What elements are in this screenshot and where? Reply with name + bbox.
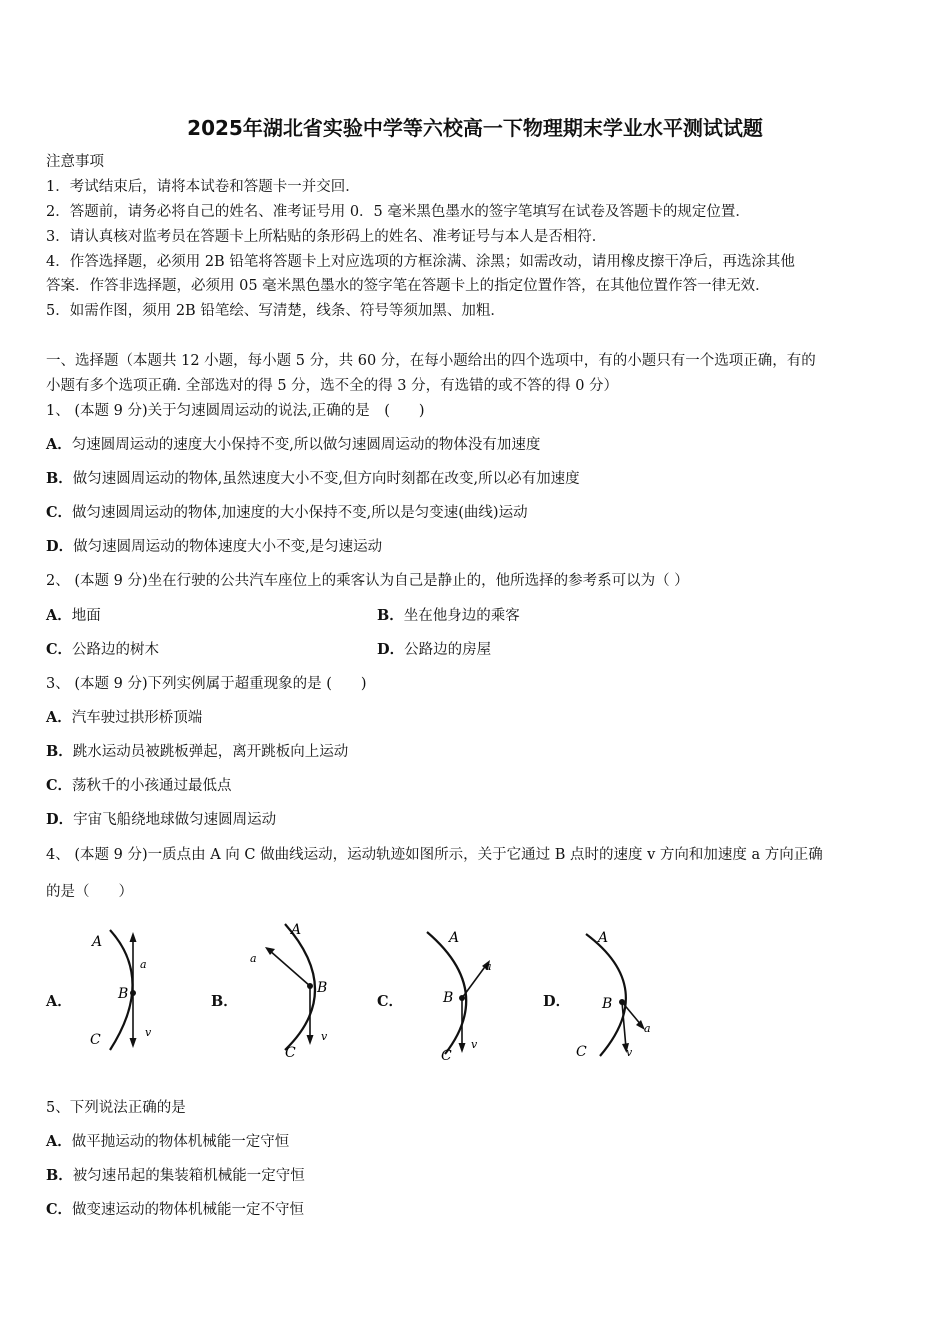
label-a-point: A: [291, 922, 302, 938]
question-text: (本题 9 分)下列实例属于超重现象的是 ( ): [74, 676, 367, 692]
option-text: 汽车驶过拱形桥顶端: [71, 710, 203, 726]
figure-d-label: D．: [543, 993, 571, 1010]
a-arrow: [269, 950, 310, 986]
q5-option-a: [46, 1132, 289, 1152]
option-label: A．: [46, 436, 72, 453]
label-b-point: B: [118, 986, 129, 1002]
option-text: 做匀速圆周运动的物体,加速度的大小保持不变,所以是匀变速(曲线)运动: [72, 505, 528, 521]
trajectory-curve: [586, 934, 626, 1056]
section-instructions-cont: 小题有多个选项正确. 全部选对的得 5 分，选不全的得 3 分，有选错的或不答的得 0 分）: [46, 378, 619, 394]
question-5-stem: [46, 1098, 186, 1118]
option-label: A．: [46, 1133, 72, 1150]
question-1-stem: [46, 401, 425, 421]
notice-item-1: 1．考试结束后，请将本试卷和答题卡一并交回．: [46, 179, 360, 195]
label-c-point: C: [90, 1032, 101, 1048]
label-c-point: C: [576, 1044, 587, 1060]
q1-option-c: [46, 503, 528, 523]
notice-item-2: 2．答题前，请务必将自己的姓名、准考证号用 0．5 毫米黑色墨水的签字笔填写在试卷及答题卡的规定位置．: [46, 204, 750, 220]
option-label: A．: [46, 709, 72, 726]
label-a-point: A: [449, 930, 460, 946]
figure-c-label: C．: [377, 993, 404, 1010]
option-label: C．: [46, 777, 73, 794]
q3-option-a: [46, 708, 202, 728]
option-label: B．: [46, 470, 73, 487]
figure-c-diagram: [415, 920, 510, 1062]
label-c-point: C: [285, 1045, 296, 1060]
option-label: B．: [377, 607, 404, 624]
question-number: 5、: [46, 1100, 70, 1116]
option-text: 做匀速圆周运动的物体速度大小不变,是匀速运动: [73, 539, 383, 555]
question-number: 1、: [46, 403, 70, 419]
notice-heading: 注意事项: [46, 154, 104, 170]
option-label: D．: [46, 538, 74, 555]
question-text: (本题 9 分)坐在行驶的公共汽车座位上的乘客认为自己是静止的，他所选择的参考系可以为（ ）: [74, 573, 689, 589]
option-label: A．: [46, 607, 72, 624]
q1-option-b: [46, 469, 580, 489]
question-4-stem-cont: 的是（ ）: [46, 884, 133, 900]
question-number: 3、: [46, 676, 70, 692]
label-accel: a: [485, 960, 492, 973]
option-text: 跳水运动员被跳板弹起，离开跳板向上运动: [72, 744, 349, 760]
page-title: 2025年湖北省实验中学等六校高一下物理期末学业水平测试试题: [187, 116, 763, 140]
option-text: 坐在他身边的乘客: [403, 608, 520, 624]
label-c-point: C: [441, 1048, 452, 1062]
option-label: C．: [46, 641, 73, 658]
question-text: 下列说法正确的是: [69, 1100, 186, 1116]
option-label: B．: [46, 743, 73, 760]
question-number: 2、: [46, 573, 70, 589]
label-b-point: B: [602, 996, 613, 1012]
q3-option-d: [46, 810, 276, 830]
option-text: 匀速圆周运动的速度大小保持不变,所以做匀速圆周运动的物体没有加速度: [71, 437, 541, 453]
option-text: 被匀速吊起的集装箱机械能一定守恒: [72, 1168, 305, 1184]
notice-item-5: 5．如需作图，须用 2B 铅笔绘、写清楚，线条、符号等须加黑、加粗．: [46, 303, 505, 319]
label-accel: a: [250, 952, 257, 965]
q1-option-d: [46, 537, 382, 557]
q3-option-c: [46, 776, 232, 796]
q2-option-a: [46, 606, 101, 626]
q1-option-a: [46, 435, 540, 455]
label-a-point: A: [598, 930, 609, 946]
option-label: D．: [377, 641, 405, 658]
label-b-point: B: [443, 990, 454, 1006]
label-velocity: v: [626, 1046, 633, 1059]
label-accel: a: [140, 958, 147, 971]
label-velocity: v: [321, 1030, 328, 1043]
label-accel: a: [644, 1022, 651, 1035]
notice-item-4-cont: 答案．作答非选择题，必须用 05 毫米黑色墨水的签字笔在答题卡上的指定位置作答，在其他位置作答一律无效．: [46, 278, 770, 294]
question-text: (本题 9 分)关于匀速圆周运动的说法,正确的是 ( ): [74, 403, 425, 419]
label-b-point: B: [317, 980, 328, 996]
option-label: C．: [46, 504, 73, 521]
question-3-stem: [46, 674, 367, 694]
q5-option-b: [46, 1166, 305, 1186]
option-text: 公路边的树木: [72, 642, 160, 658]
q3-option-b: [46, 742, 348, 762]
q2-option-b: [377, 606, 520, 626]
option-text: 公路边的房屋: [404, 642, 492, 658]
section-instructions: 一、选择题（本题共 12 小题，每小题 5 分，共 60 分，在每小题给出的四个选项中，有的小题只有一个选项正确，有的: [46, 353, 816, 369]
figure-d-diagram: [570, 922, 665, 1062]
figure-b-label: B．: [211, 993, 238, 1010]
question-number: 4、: [46, 847, 70, 863]
q5-option-c: [46, 1200, 304, 1220]
option-text: 做平抛运动的物体机械能一定守恒: [71, 1134, 290, 1150]
option-text: 地面: [71, 608, 101, 624]
notice-item-4: 4．作答选择题，必须用 2B 铅笔将答题卡上对应选项的方框涂满、涂黑；如需改动，请用橡皮擦干净后，再选涂其他: [46, 254, 795, 270]
figure-a-diagram: [80, 920, 170, 1060]
figure-b-diagram: [245, 912, 345, 1060]
option-text: 做匀速圆周运动的物体,虽然速度大小不变,但方向时刻都在改变,所以必有加速度: [72, 471, 580, 487]
option-text: 做变速运动的物体机械能一定不守恒: [72, 1202, 305, 1218]
option-label: B．: [46, 1167, 73, 1184]
question-4-stem: [46, 845, 823, 865]
figure-a-label: A．: [46, 993, 72, 1010]
label-a-point: A: [92, 934, 103, 950]
option-label: C．: [46, 1201, 73, 1218]
notice-item-3: 3．请认真核对监考员在答题卡上所粘贴的条形码上的姓名、准考证号与本人是否相符．: [46, 229, 607, 245]
q2-option-c: [46, 640, 159, 660]
option-text: 荡秋千的小孩通过最低点: [72, 778, 232, 794]
label-velocity: v: [471, 1038, 478, 1051]
label-velocity: v: [145, 1026, 152, 1039]
question-2-stem: [46, 571, 689, 591]
a-arrow: [462, 964, 487, 998]
option-label: D．: [46, 811, 74, 828]
option-text: 宇宙飞船绕地球做匀速圆周运动: [73, 812, 277, 828]
q2-option-d: [377, 640, 491, 660]
question-text: (本题 9 分)一质点由 A 向 C 做曲线运动，运动轨迹如图所示，关于它通过 B 点时的速度 v 方向和加速度 a 方向正确: [74, 847, 823, 863]
